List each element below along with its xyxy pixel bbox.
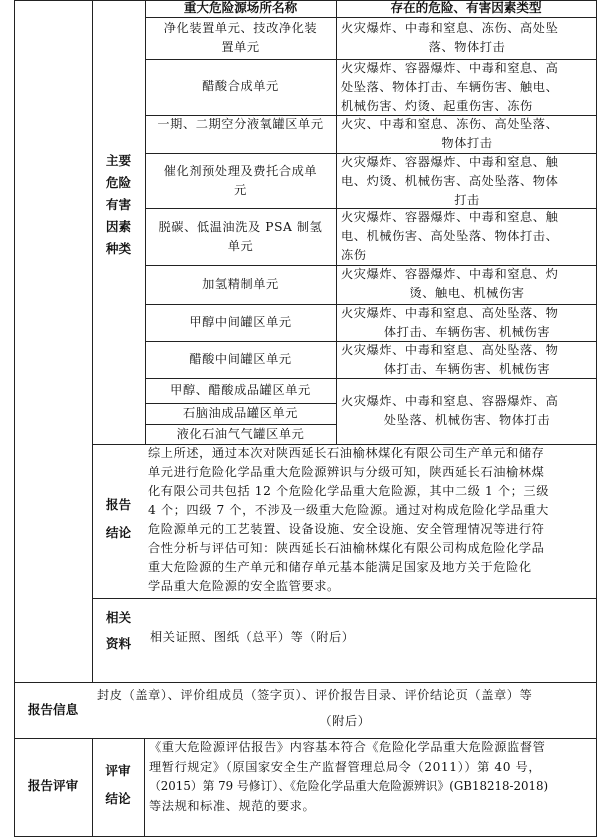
table-row-hazard: 火灾爆炸、容器爆炸、中毒和窒息、触 电、灼烫、机械伤害、高处坠落、物体 打击 xyxy=(341,155,559,207)
related-label: 相关 资料 xyxy=(105,610,132,651)
report-review-label: 报告评审 xyxy=(27,778,79,793)
related-text: 相关证照、图纸（总平）等（附后） xyxy=(150,630,355,644)
review-conclusion-label: 评审 结论 xyxy=(105,763,131,806)
table-row-source: 甲醇中间罐区单元 xyxy=(189,315,292,329)
table-row-hazard: 火灾爆炸、中毒和窒息、高处坠落、物 体打击、车辆伤害、机械伤害 xyxy=(341,306,559,339)
table-row-source: 脱碳、低温油洗及 PSA 制氢 单元 xyxy=(158,220,323,253)
conclusion-label: 报告 结论 xyxy=(105,497,132,540)
table-row-source: 一期、二期空分液氧罐区单元 xyxy=(157,117,324,131)
table-row-source: 醋酸合成单元 xyxy=(202,79,279,93)
table-row-source: 净化装置单元、技改净化装 置单元 xyxy=(163,21,318,54)
report-info-label: 报告信息 xyxy=(27,702,79,717)
table-row-source: 石脑油成品罐区单元 xyxy=(182,406,299,420)
table-row-source: 催化剂预处理及费托合成单 元 xyxy=(163,164,318,197)
table-row-hazard: 火灾爆炸、容器爆炸、中毒和窒息、高 处坠落、物体打击、车辆伤害、触电、 机械伤害、灼烫、起重伤害、冻伤 xyxy=(341,61,559,113)
table-row-hazard: 火灾爆炸、容器爆炸、中毒和窒息、灼 烫、触电、机械伤害 xyxy=(341,267,559,300)
table-row-hazard: 火灾、中毒和窒息、冻伤、高处坠落、 物体打击 xyxy=(341,117,559,150)
main-hazard-section-label: 主要 危险 有害 因素 种类 xyxy=(105,153,132,256)
table-row-source: 加氢精制单元 xyxy=(202,277,279,291)
table-row-source: 液化石油气气罐区单元 xyxy=(176,427,305,441)
review-conclusion-text: 《重大危险源评估报告》内容基本符合《危险化学品重大危险源监督管 理暂行规定》（原国家安全生产监督管理总局令（2011））第 40 号， （2015）第 79 号修订）、《危险化学品重大危险源辨识》(GB18218-2018) 等法规和标准、规范的要求。 xyxy=(149,740,549,813)
table-row-hazard-merged: 火灾爆炸、中毒和窒息、容器爆炸、高 处坠落、机械伤害、物体打击 xyxy=(341,394,559,427)
table-row-hazard: 火灾爆炸、中毒和窒息、冻伤、高处坠 落、物体打击 xyxy=(341,21,559,54)
table-row-hazard: 火灾爆炸、中毒和窒息、高处坠落、物 体打击、车辆伤害、机械伤害 xyxy=(341,343,559,376)
header-source-name: 重大危险源场所名称 xyxy=(183,0,298,15)
table-row-hazard: 火灾爆炸、容器爆炸、中毒和窒息、触 电、机械伤害、高处坠落、物体打击、 冻伤 xyxy=(341,210,559,262)
header-hazard-type: 存在的危险、有害因素类型 xyxy=(390,0,542,15)
report-info-text: 封皮（盖章）、评价组成员（签字页）、评价报告目录、评价结论页（盖章）等 （附后） xyxy=(97,688,533,728)
label-column-divider xyxy=(92,0,93,682)
conclusion-text: 综上所述，通过本次对陕西延长石油榆林煤化有限公司生产单元和储存 单元进行危险化学品重大危险源辨识与分级可知，陕西延长石油榆林煤 化有限公司共包括 12 个危险化学品重大危险源，其中二级 1 个；三级 4 个；四级 7 个，不涉及一级重大危险源。通过对构成危险化学品重大 危险源单元的工艺装置、设备设施、安全设施、安全管理情况等进行符 合性分析与评估可知：陕西延长石油榆林煤化有限公司构成危险化学品 重大危险源的生产单元和储存单元基本能满足国家及地方关于危险化 学品重大危险源的安全监管要求。 xyxy=(148,446,550,593)
review-sublabel-divider xyxy=(144,738,145,837)
table-border-right xyxy=(596,0,597,837)
table-row-source: 甲醇、醋酸成品罐区单元 xyxy=(170,383,311,397)
table-row-source: 醋酸中间罐区单元 xyxy=(189,352,292,366)
section-line xyxy=(92,598,596,599)
